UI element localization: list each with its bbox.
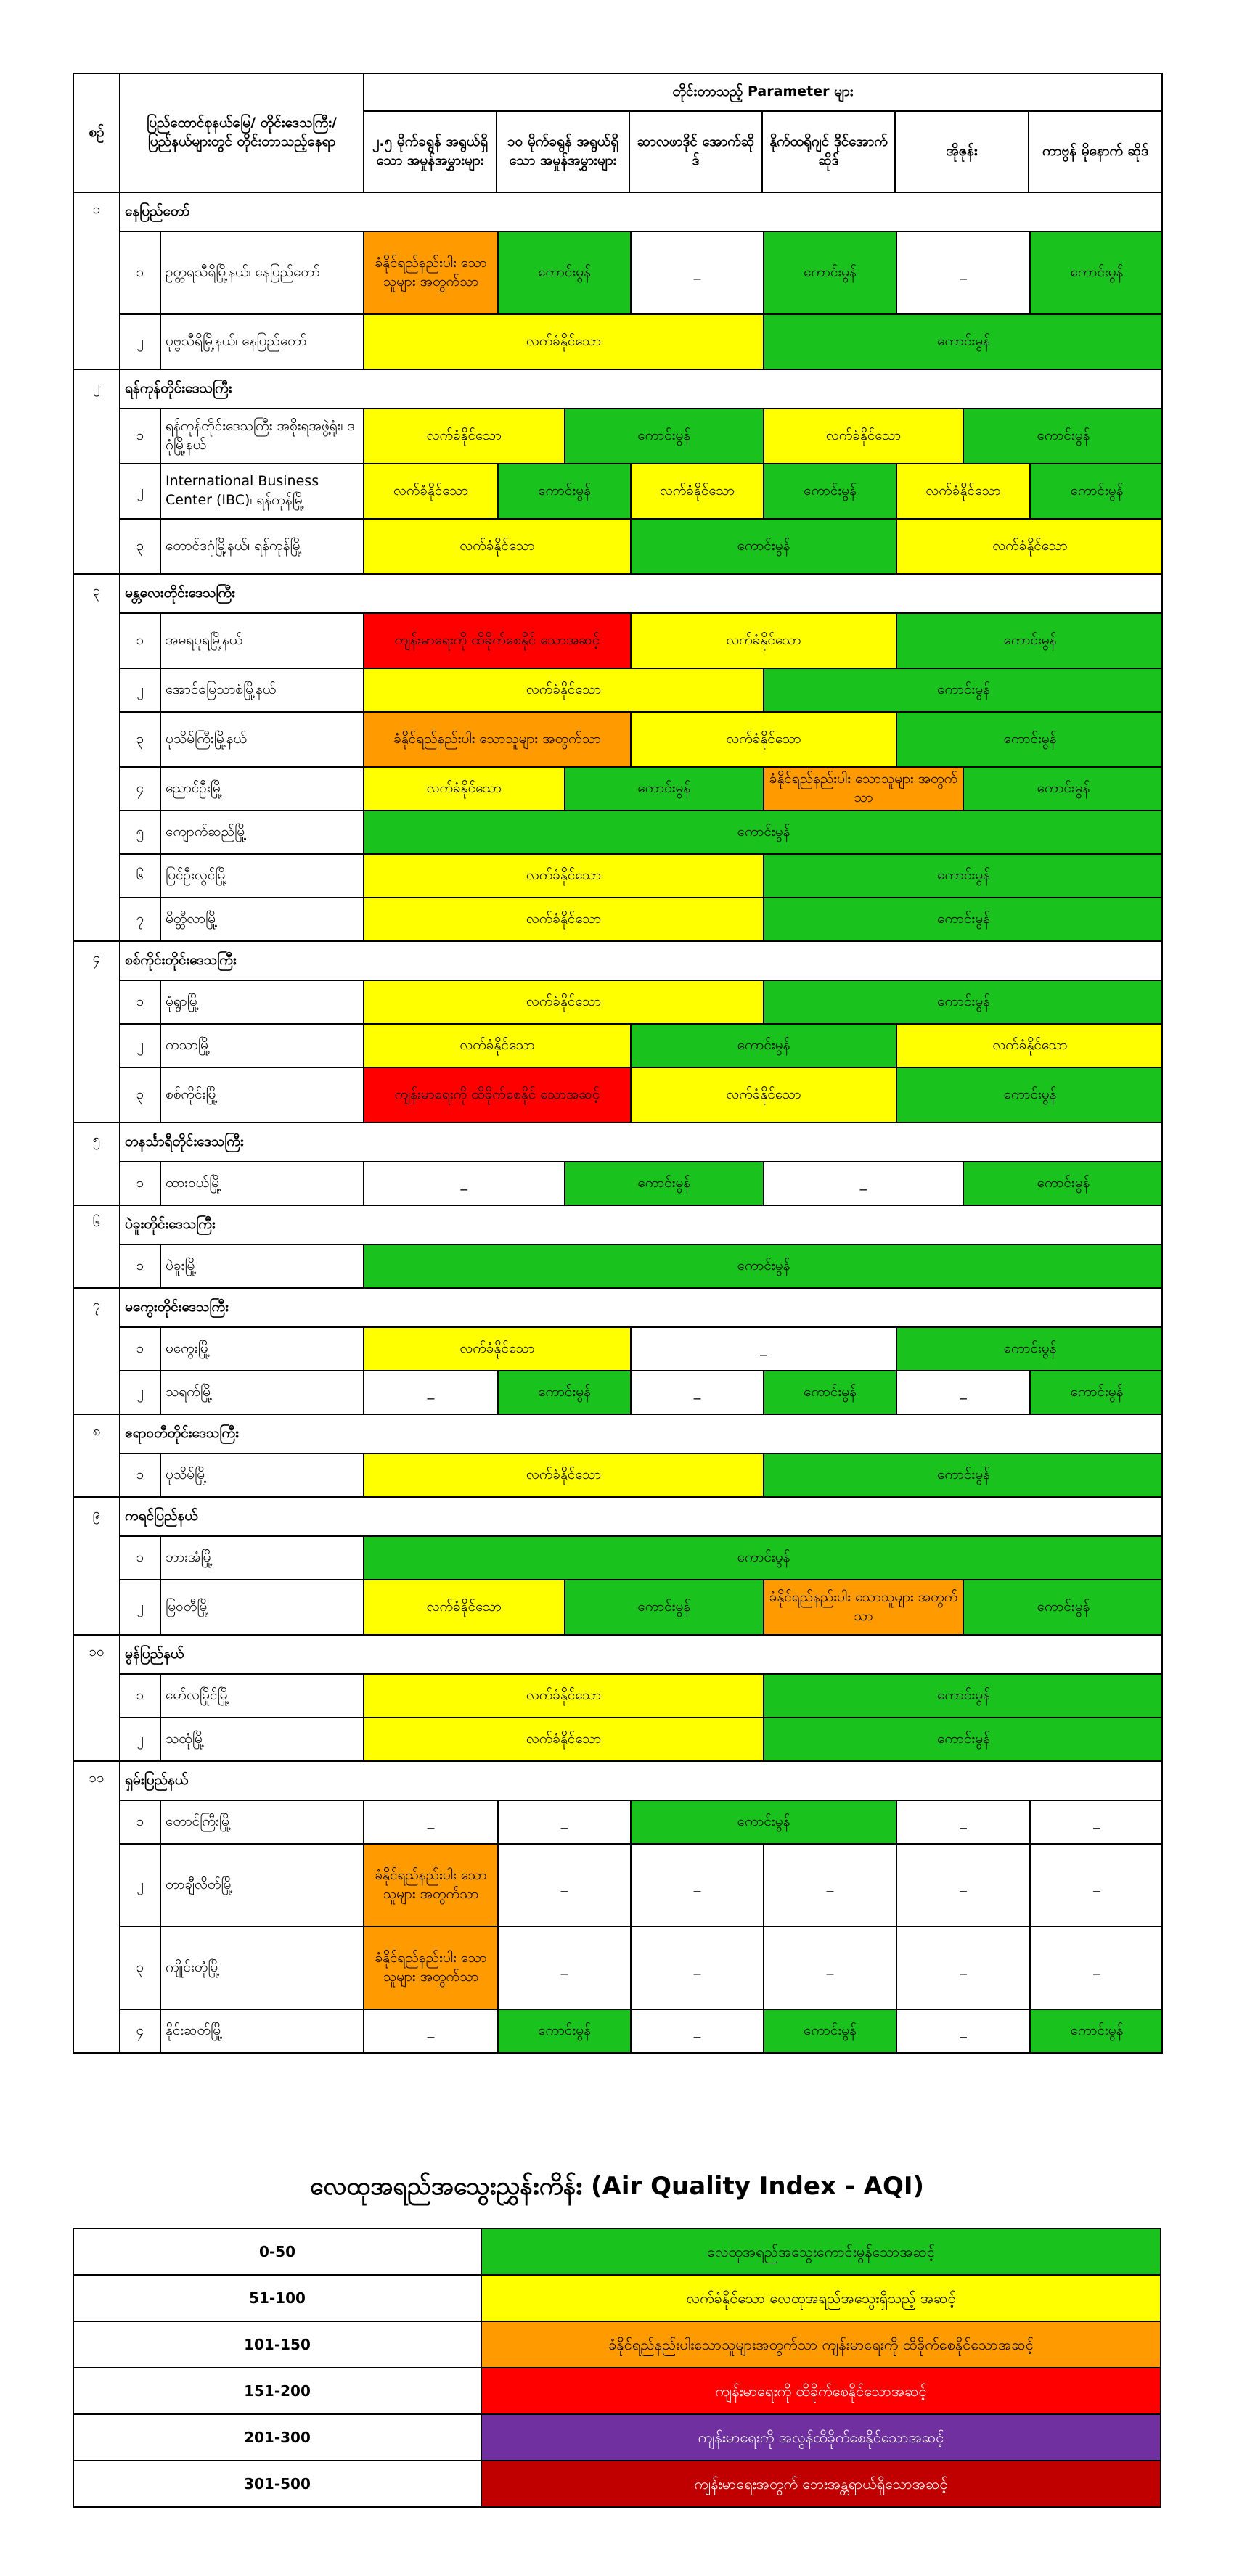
aqi-status-cell: ကောင်းမွန် (763, 1454, 1162, 1496)
aqi-status-cell: လက်ခံနိုင်သော (364, 669, 763, 711)
aqi-status-cell: _ (497, 1801, 630, 1843)
site-number: ၁ (120, 613, 160, 668)
aqi-status-cell: ကောင်းမွန် (963, 1580, 1162, 1634)
aqi-status-cell: ကောင်းမွန် (763, 1371, 896, 1414)
region-name: တနင်္သာရီတိုင်းဒေသကြီး (120, 1123, 1162, 1162)
site-name: အောင်မြေသာစံမြို့နယ် (160, 668, 364, 712)
aqi-status-cell: လက်ခံနိုင်သော (364, 855, 763, 897)
table-row (73, 613, 1162, 668)
table-row (73, 464, 1162, 519)
site-name: မြဝတီမြို့ (160, 1580, 364, 1635)
region-number: ၆ (73, 1205, 120, 1288)
region-name: ပဲခူးတိုင်းဒေသကြီး (120, 1205, 1162, 1244)
aqi-status-cell: ခံနိုင်ရည်နည်းပါး သောသူများ အတွက်သာ (364, 232, 497, 313)
aqi-status-cell: ကောင်းမွန် (896, 1068, 1162, 1122)
aqi-status-cell: _ (630, 232, 763, 313)
site-number: ၂ (120, 314, 160, 369)
aqi-status-cell: ကောင်းမွန် (497, 232, 630, 313)
table-row (73, 2009, 1162, 2053)
param-co: ကာဗွန် မိုနောက် ဆိုဒ် (1029, 111, 1162, 192)
site-name: ဥတ္တရသီရိမြို့နယ်၊ နေပြည်တော် (160, 231, 364, 314)
aqi-status-cell: _ (763, 1927, 896, 2009)
col-header-place: ပြည်ထောင်စုနယ်မြေ/ တိုင်းဒေသကြီး/ ပြည်နယ်များတွင် တိုင်းတာသည့်နေရာ (120, 73, 364, 192)
aqi-status-cell: လက်ခံနိုင်သော (364, 981, 763, 1023)
site-name: သရက်မြို့ (160, 1371, 364, 1414)
site-number: ၁ (120, 980, 160, 1024)
site-number: ၁ (120, 409, 160, 464)
aqi-description: ကျန်းမာရေးကို အလွန်ထိခိုက်စေနိုင်သောအဆင့် (481, 2414, 1161, 2461)
aqi-status-cell: ခံနိုင်ရည်နည်းပါး သောသူများ အတွက်သာ (364, 1845, 497, 1926)
aqi-range: 301-500 (73, 2461, 481, 2507)
site-name: ပုသိမ်ကြီးမြို့နယ် (160, 712, 364, 767)
table-row (73, 1371, 1162, 1414)
site-number: ၂ (120, 1844, 160, 1927)
aqi-status-cell: လက်ခံနိုင်သော (896, 520, 1162, 573)
aqi-status-cell: လက်ခံနိုင်သော (364, 1675, 763, 1717)
aqi-status-cell: လက်ခံနိုင်သော (630, 464, 763, 518)
aqi-status-cell: _ (630, 2010, 763, 2052)
aqi-description: လေထုအရည်အသွေးကောင်းမွန်သောအဆင့် (481, 2228, 1161, 2275)
region-number: ၂ (73, 369, 120, 574)
aqi-status-cell: လက်ခံနိုင်သော (364, 1025, 630, 1067)
aqi-status-cell: ကောင်းမွန် (564, 768, 764, 810)
aqi-description: ခံနိုင်ရည်နည်းပါးသောသူများအတွက်သာ ကျန်းမာရေးကို ထိခိုက်စေနိုင်သောအဆင့် (481, 2321, 1161, 2368)
aqi-status-cell: ကောင်းမွန် (763, 232, 896, 313)
table-row (73, 519, 1162, 574)
aqi-status-cell: ကောင်းမွန် (564, 1580, 764, 1634)
table-row (73, 1800, 1162, 1844)
site-name: ဘားအံမြို့ (160, 1536, 364, 1580)
table-row (73, 1162, 1162, 1205)
aqi-status-cell: ကောင်းမွန် (1029, 2010, 1162, 2052)
table-row (73, 854, 1162, 898)
aqi-status-cell: _ (364, 1371, 497, 1414)
aqi-legend-row (73, 2461, 1161, 2507)
site-name: မိတ္ထီလာမြို့ (160, 898, 364, 941)
table-row (73, 712, 1162, 767)
table-row (73, 811, 1162, 854)
aqi-description: လက်ခံနိုင်သော လေထုအရည်အသွေးရှိသည့် အဆင့် (481, 2275, 1161, 2321)
aqi-description: ကျန်းမာရေးအတွက် ဘေးအန္တရာယ်ရှိသောအဆင့် (481, 2461, 1161, 2507)
aqi-status-cell: လက်ခံနိုင်သော (364, 768, 564, 810)
aqi-status-cell: လက်ခံနိုင်သော (364, 520, 630, 573)
site-number: ၂ (120, 1024, 160, 1067)
site-number: ၁ (120, 1244, 160, 1288)
region-number: ၁ (73, 192, 120, 369)
aqi-status-cell: ကောင်းမွန် (763, 315, 1162, 369)
site-name: မကွေးမြို့ (160, 1327, 364, 1371)
aqi-status-cell: _ (763, 1162, 963, 1205)
aqi-status-cell: လက်ခံနိုင်သော (364, 898, 763, 940)
aqi-status-cell: _ (630, 1328, 896, 1370)
aqi-status-cell: ကျန်းမာရေးကို ထိခိုက်စေနိုင် သောအဆင့် (364, 1068, 630, 1122)
table-row (73, 668, 1162, 712)
site-number: ၃ (120, 1067, 160, 1123)
aqi-status-cell: ကောင်းမွန် (364, 1245, 1162, 1287)
aqi-status-cell: ကောင်းမွန် (763, 1718, 1162, 1760)
table-row (73, 1844, 1162, 1927)
site-number: ၁ (120, 231, 160, 314)
aqi-status-cell: ကောင်းမွန် (364, 1537, 1162, 1579)
aqi-status-cell: _ (1029, 1927, 1162, 2009)
site-name: ပုသိမ်မြို့ (160, 1453, 364, 1497)
aqi-status-cell: _ (896, 1371, 1029, 1414)
aqi-status-cell: ကောင်းမွန် (763, 981, 1162, 1023)
aqi-status-cell: _ (497, 1845, 630, 1926)
site-name: ကျိုင်းတုံမြို့ (160, 1927, 364, 2009)
region-number: ၉ (73, 1497, 120, 1635)
site-number: ၁ (120, 1536, 160, 1580)
table-row (73, 1067, 1162, 1123)
site-name: ထားဝယ်မြို့ (160, 1162, 364, 1205)
site-name: တောင်ကြီးမြို့ (160, 1800, 364, 1844)
table-row (73, 898, 1162, 941)
site-name: ရန်ကုန်တိုင်းဒေသကြီး အစိုးရအဖွဲ့ရုံး၊ ဒဂုံမြို့နယ် (160, 409, 364, 464)
aqi-range: 51-100 (73, 2275, 481, 2321)
aqi-status-cell: _ (763, 1845, 896, 1926)
site-number: ၁ (120, 1674, 160, 1718)
region-name: ရှမ်းပြည်နယ် (120, 1761, 1162, 1800)
aqi-status-cell: ကောင်းမွန် (763, 855, 1162, 897)
aqi-status-cell: ကျန်းမာရေးကို ထိခိုက်စေနိုင် သောအဆင့် (364, 614, 630, 668)
region-name: ရန်ကုန်တိုင်းဒေသကြီး (120, 369, 1162, 409)
aqi-status-cell: ကောင်းမွန် (1029, 1371, 1162, 1414)
site-name: မုံရွာမြို့ (160, 980, 364, 1024)
aqi-title: လေထုအရည်အသွေးညွှန်းကိန်း (Air Quality Index - AQI) (309, 2172, 925, 2201)
region-number: ၃ (73, 574, 120, 941)
aqi-status-cell: ကောင်းမွန် (630, 1801, 896, 1843)
site-number: ၄ (120, 767, 160, 811)
table-row (73, 1580, 1162, 1635)
site-number: ၂ (120, 1371, 160, 1414)
aqi-status-cell: ကောင်းမွန် (1029, 464, 1162, 518)
site-number: ၁ (120, 1162, 160, 1205)
param-so2: ဆာလဖာဒိုင် အောက်ဆိုဒ် (629, 111, 762, 192)
aqi-range: 151-200 (73, 2368, 481, 2414)
table-row (73, 314, 1162, 369)
aqi-legend-row (73, 2368, 1161, 2414)
site-number: ၃ (120, 712, 160, 767)
aqi-status-cell: လက်ခံနိုင်သော (364, 1454, 763, 1496)
site-number: ၇ (120, 898, 160, 941)
aqi-legend-row (73, 2228, 1161, 2275)
site-number: ၃ (120, 1927, 160, 2009)
aqi-status-cell: လက်ခံနိုင်သော (630, 1068, 896, 1122)
region-number: ၅ (73, 1123, 120, 1205)
site-number: ၂ (120, 1580, 160, 1635)
table-row (73, 1327, 1162, 1371)
param-ozone: အိုဇုန်း (895, 111, 1029, 192)
aqi-status-cell: _ (497, 1927, 630, 2009)
site-number: ၄ (120, 2009, 160, 2053)
site-name: တောင်ဒဂုံမြို့နယ်၊ ရန်ကုန်မြို့ (160, 519, 364, 574)
aqi-status-cell: _ (1029, 1845, 1162, 1926)
table-row (73, 1453, 1162, 1497)
aqi-status-cell: ခံနိုင်ရည်နည်းပါး သောသူများ အတွက်သာ (364, 1927, 497, 2009)
site-name: နိုင်းဆတ်မြို့ (160, 2009, 364, 2053)
site-number: ၂ (120, 464, 160, 519)
aqi-description: ကျန်းမာရေးကို ထိခိုက်စေနိုင်သောအဆင့် (481, 2368, 1161, 2414)
aqi-status-cell: _ (364, 1801, 497, 1843)
region-name: မန္တလေးတိုင်းဒေသကြီး (120, 574, 1162, 613)
aqi-status-cell: ခံနိုင်ရည်နည်းပါး သောသူများ အတွက်သာ (364, 713, 630, 766)
site-name: ပဲခူးမြို့ (160, 1244, 364, 1288)
aqi-status-cell: _ (630, 1845, 763, 1926)
site-name: ပြင်ဦးလွင်မြို့ (160, 854, 364, 898)
aqi-status-cell: ကောင်းမွန် (564, 1162, 764, 1205)
aqi-status-cell: လက်ခံနိုင်သော (630, 713, 896, 766)
aqi-status-cell: ကောင်းမွန် (564, 409, 764, 463)
aqi-status-cell: ကောင်းမွန် (763, 1675, 1162, 1717)
aqi-status-cell: _ (896, 1927, 1029, 2009)
site-name: ကသာမြို့ (160, 1024, 364, 1067)
aqi-status-cell: ကောင်းမွန် (896, 713, 1162, 766)
aqi-status-cell: ကောင်းမွန် (497, 464, 630, 518)
region-name: မကွေးတိုင်းဒေသကြီး (120, 1288, 1162, 1327)
region-number: ၁၀ (73, 1635, 120, 1761)
region-number: ၇ (73, 1288, 120, 1414)
site-number: ၂ (120, 668, 160, 712)
param-pm25: ၂.၅ မိုက်ခရွန် အရွယ်ရှိသော အမှုန်အမွှားများ (364, 111, 497, 192)
region-number: ၄ (73, 941, 120, 1123)
site-name: ကျောက်ဆည်မြို့ (160, 811, 364, 854)
aqi-status-cell: ကောင်းမွန် (630, 520, 896, 573)
region-name: နေပြည်တော် (120, 192, 1162, 231)
site-name: သထုံမြို့ (160, 1718, 364, 1761)
site-number: ၅ (120, 811, 160, 854)
aqi-status-cell: _ (364, 2010, 497, 2052)
aqi-status-cell: လက်ခံနိုင်သော (364, 409, 564, 463)
site-number: ၃ (120, 519, 160, 574)
site-name: မော်လမြိုင်မြို့ (160, 1674, 364, 1718)
aqi-status-cell: ကောင်းမွန် (763, 898, 1162, 940)
aqi-status-cell: လက်ခံနိုင်သော (364, 1328, 630, 1370)
table-row (73, 1718, 1162, 1761)
aqi-status-cell: လက်ခံနိုင်သော (630, 614, 896, 668)
aqi-status-cell: _ (630, 1371, 763, 1414)
col-header-parameters: တိုင်းတာသည့် Parameter များ (364, 73, 1162, 111)
aqi-status-cell: ကောင်းမွန် (364, 811, 1162, 853)
aqi-status-cell: ကောင်းမွန် (963, 1162, 1162, 1205)
aqi-range: 201-300 (73, 2414, 481, 2461)
site-name: International Business Center (IBC)၊ ရန်ကုန်မြို့ (160, 464, 364, 519)
aqi-status-cell: ကောင်းမွန် (497, 1371, 630, 1414)
site-number: ၆ (120, 854, 160, 898)
table-row (73, 1024, 1162, 1067)
param-pm10: ၁၀ မိုက်ခရွန် အရွယ်ရှိသော အမှုန်အမွှားများ (497, 111, 629, 192)
aqi-status-cell: လက်ခံနိုင်သော (896, 464, 1029, 518)
measurement-table (73, 73, 1163, 2054)
table-row (73, 231, 1162, 314)
aqi-status-cell: လက်ခံနိုင်သော (364, 464, 497, 518)
aqi-legend-table (73, 2228, 1161, 2508)
aqi-legend-row (73, 2321, 1161, 2368)
aqi-status-cell: လက်ခံနိုင်သော (763, 409, 963, 463)
aqi-status-cell: ကောင်းမွန် (1029, 232, 1162, 313)
site-name: စစ်ကိုင်းမြို့ (160, 1067, 364, 1123)
aqi-status-cell: ကောင်းမွန် (497, 2010, 630, 2052)
aqi-status-cell: _ (364, 1162, 564, 1205)
aqi-status-cell: _ (896, 1845, 1029, 1926)
region-number: ၈ (73, 1414, 120, 1497)
site-name: ပုဗ္ဗသီရိမြို့နယ်၊ နေပြည်တော် (160, 314, 364, 369)
table-row (73, 980, 1162, 1024)
air-quality-report (73, 73, 1161, 2054)
aqi-legend-row (73, 2275, 1161, 2321)
region-name: မွန်ပြည်နယ် (120, 1635, 1162, 1674)
aqi-legend-row (73, 2414, 1161, 2461)
aqi-status-cell: ကောင်းမွန် (963, 768, 1162, 810)
table-row (73, 767, 1162, 811)
region-name: ကရင်ပြည်နယ် (120, 1497, 1162, 1536)
aqi-status-cell: လက်ခံနိုင်သော (364, 315, 763, 369)
aqi-range: 101-150 (73, 2321, 481, 2368)
site-number: ၁ (120, 1800, 160, 1844)
aqi-status-cell: ကောင်းမွန် (896, 1328, 1162, 1370)
col-header-number: စဉ် (73, 73, 120, 192)
aqi-status-cell: လက်ခံနိုင်သော (364, 1718, 763, 1760)
aqi-status-cell: ကောင်းမွန် (630, 1025, 896, 1067)
table-row (73, 1674, 1162, 1718)
aqi-range: 0-50 (73, 2228, 481, 2275)
aqi-status-cell: _ (896, 232, 1029, 313)
table-row (73, 1927, 1162, 2009)
aqi-status-cell: ကောင်းမွန် (763, 2010, 896, 2052)
aqi-status-cell: လက်ခံနိုင်သော (364, 1580, 564, 1634)
region-name: ဧရာဝတီတိုင်းဒေသကြီး (120, 1414, 1162, 1453)
site-name: တာချီလိတ်မြို့ (160, 1844, 364, 1927)
aqi-status-cell: ကောင်းမွန် (763, 464, 896, 518)
site-number: ၁ (120, 1327, 160, 1371)
table-row (73, 409, 1162, 464)
table-row (73, 1244, 1162, 1288)
region-name: စစ်ကိုင်းတိုင်းဒေသကြီး (120, 941, 1162, 980)
aqi-status-cell: _ (896, 1801, 1029, 1843)
region-number: ၁၁ (73, 1761, 120, 2053)
site-number: ၁ (120, 1453, 160, 1497)
aqi-status-cell: _ (1029, 1801, 1162, 1843)
aqi-status-cell: ကောင်းမွန် (763, 669, 1162, 711)
site-name: အမရပူရမြို့နယ် (160, 613, 364, 668)
site-number: ၂ (120, 1718, 160, 1761)
aqi-status-cell: ခံနိုင်ရည်နည်းပါး သောသူများ အတွက်သာ (763, 768, 963, 810)
site-name: ညောင်ဦးမြို့ (160, 767, 364, 811)
aqi-status-cell: ခံနိုင်ရည်နည်းပါး သောသူများ အတွက်သာ (763, 1580, 963, 1634)
aqi-status-cell: _ (896, 2010, 1029, 2052)
param-no2: နိုက်ထရိုဂျင် ဒိုင်အောက် ဆိုဒ် (762, 111, 895, 192)
aqi-status-cell: ကောင်းမွန် (963, 409, 1162, 463)
aqi-status-cell: _ (630, 1927, 763, 2009)
aqi-status-cell: ကောင်းမွန် (896, 614, 1162, 668)
aqi-status-cell: လက်ခံနိုင်သော (896, 1025, 1162, 1067)
table-row (73, 1536, 1162, 1580)
